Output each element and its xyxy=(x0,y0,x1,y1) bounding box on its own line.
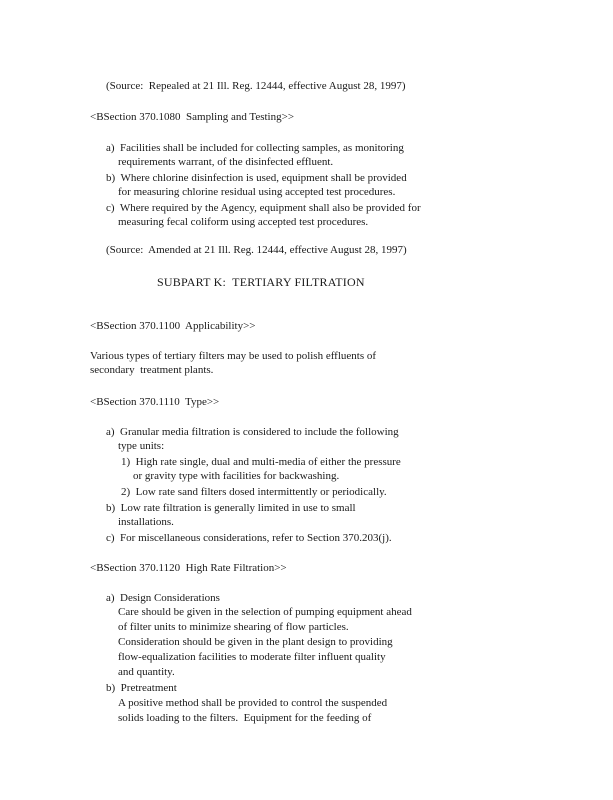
item-b-line2: for measuring chlorine residual using accepted test procedures. xyxy=(118,186,396,198)
design-line: Consideration should be given in the plant design to providing xyxy=(118,636,393,648)
item-c-line1: c) Where required by the Agency, equipment shall also be provided for xyxy=(106,202,421,214)
section-heading-1100: <BSection 370.1100 Applicability>> xyxy=(90,320,256,332)
item-a-line1: a) Facilities shall be included for collecting samples, as monitoring xyxy=(106,142,404,154)
design-considerations-title: a) Design Considerations xyxy=(106,592,220,604)
section-heading-1120: <BSection 370.1120 High Rate Filtration>> xyxy=(90,562,287,574)
item-b-line1: b) Where chlorine disinfection is used, equipment shall be provided xyxy=(106,172,407,184)
type-a-line1: a) Granular media filtration is considered to include the following xyxy=(106,426,399,438)
design-line: Care should be given in the selection of pumping equipment ahead xyxy=(118,606,412,618)
item-c-line2: measuring fecal coliform using accepted test procedures. xyxy=(118,216,369,228)
pretreatment-line: solids loading to the filters. Equipment for the feeding of xyxy=(118,712,372,724)
section-heading-1080: <BSection 370.1080 Sampling and Testing>> xyxy=(90,111,295,123)
design-line: and quantity. xyxy=(118,666,175,678)
type-b-line2: installations. xyxy=(118,516,174,528)
source-note-amended: (Source: Amended at 21 Ill. Reg. 12444, effective August 28, 1997) xyxy=(106,244,407,256)
design-line: of filter units to minimize shearing of flow particles. xyxy=(118,621,349,633)
section-heading-1110: <BSection 370.1110 Type>> xyxy=(90,396,220,408)
applicability-line1: Various types of tertiary filters may be used to polish effluents of xyxy=(90,350,377,362)
pretreatment-title: b) Pretreatment xyxy=(106,682,177,694)
type-c-line1: c) For miscellaneous considerations, refer to Section 370.203(j). xyxy=(106,532,392,544)
pretreatment-line: A positive method shall be provided to control the suspended xyxy=(118,697,388,709)
type-a1-line1: 1) High rate single, dual and multi-media of either the pressure xyxy=(121,456,401,468)
type-b-line1: b) Low rate filtration is generally limited in use to small xyxy=(106,502,356,514)
type-a2-line1: 2) Low rate sand filters dosed intermittently or periodically. xyxy=(121,486,387,498)
type-a1-line2: or gravity type with facilities for backwashing. xyxy=(133,470,340,482)
applicability-line2: secondary treatment plants. xyxy=(90,364,214,376)
item-a-line2: requirements warrant, of the disinfected effluent. xyxy=(118,156,334,168)
design-line: flow-equalization facilities to moderate filter influent quality xyxy=(118,651,386,663)
subpart-title: SUBPART K: TERTIARY FILTRATION xyxy=(157,275,365,289)
source-note-repealed: (Source: Repealed at 21 Ill. Reg. 12444, effective August 28, 1997) xyxy=(106,80,406,92)
type-a-line2: type units: xyxy=(118,440,165,452)
